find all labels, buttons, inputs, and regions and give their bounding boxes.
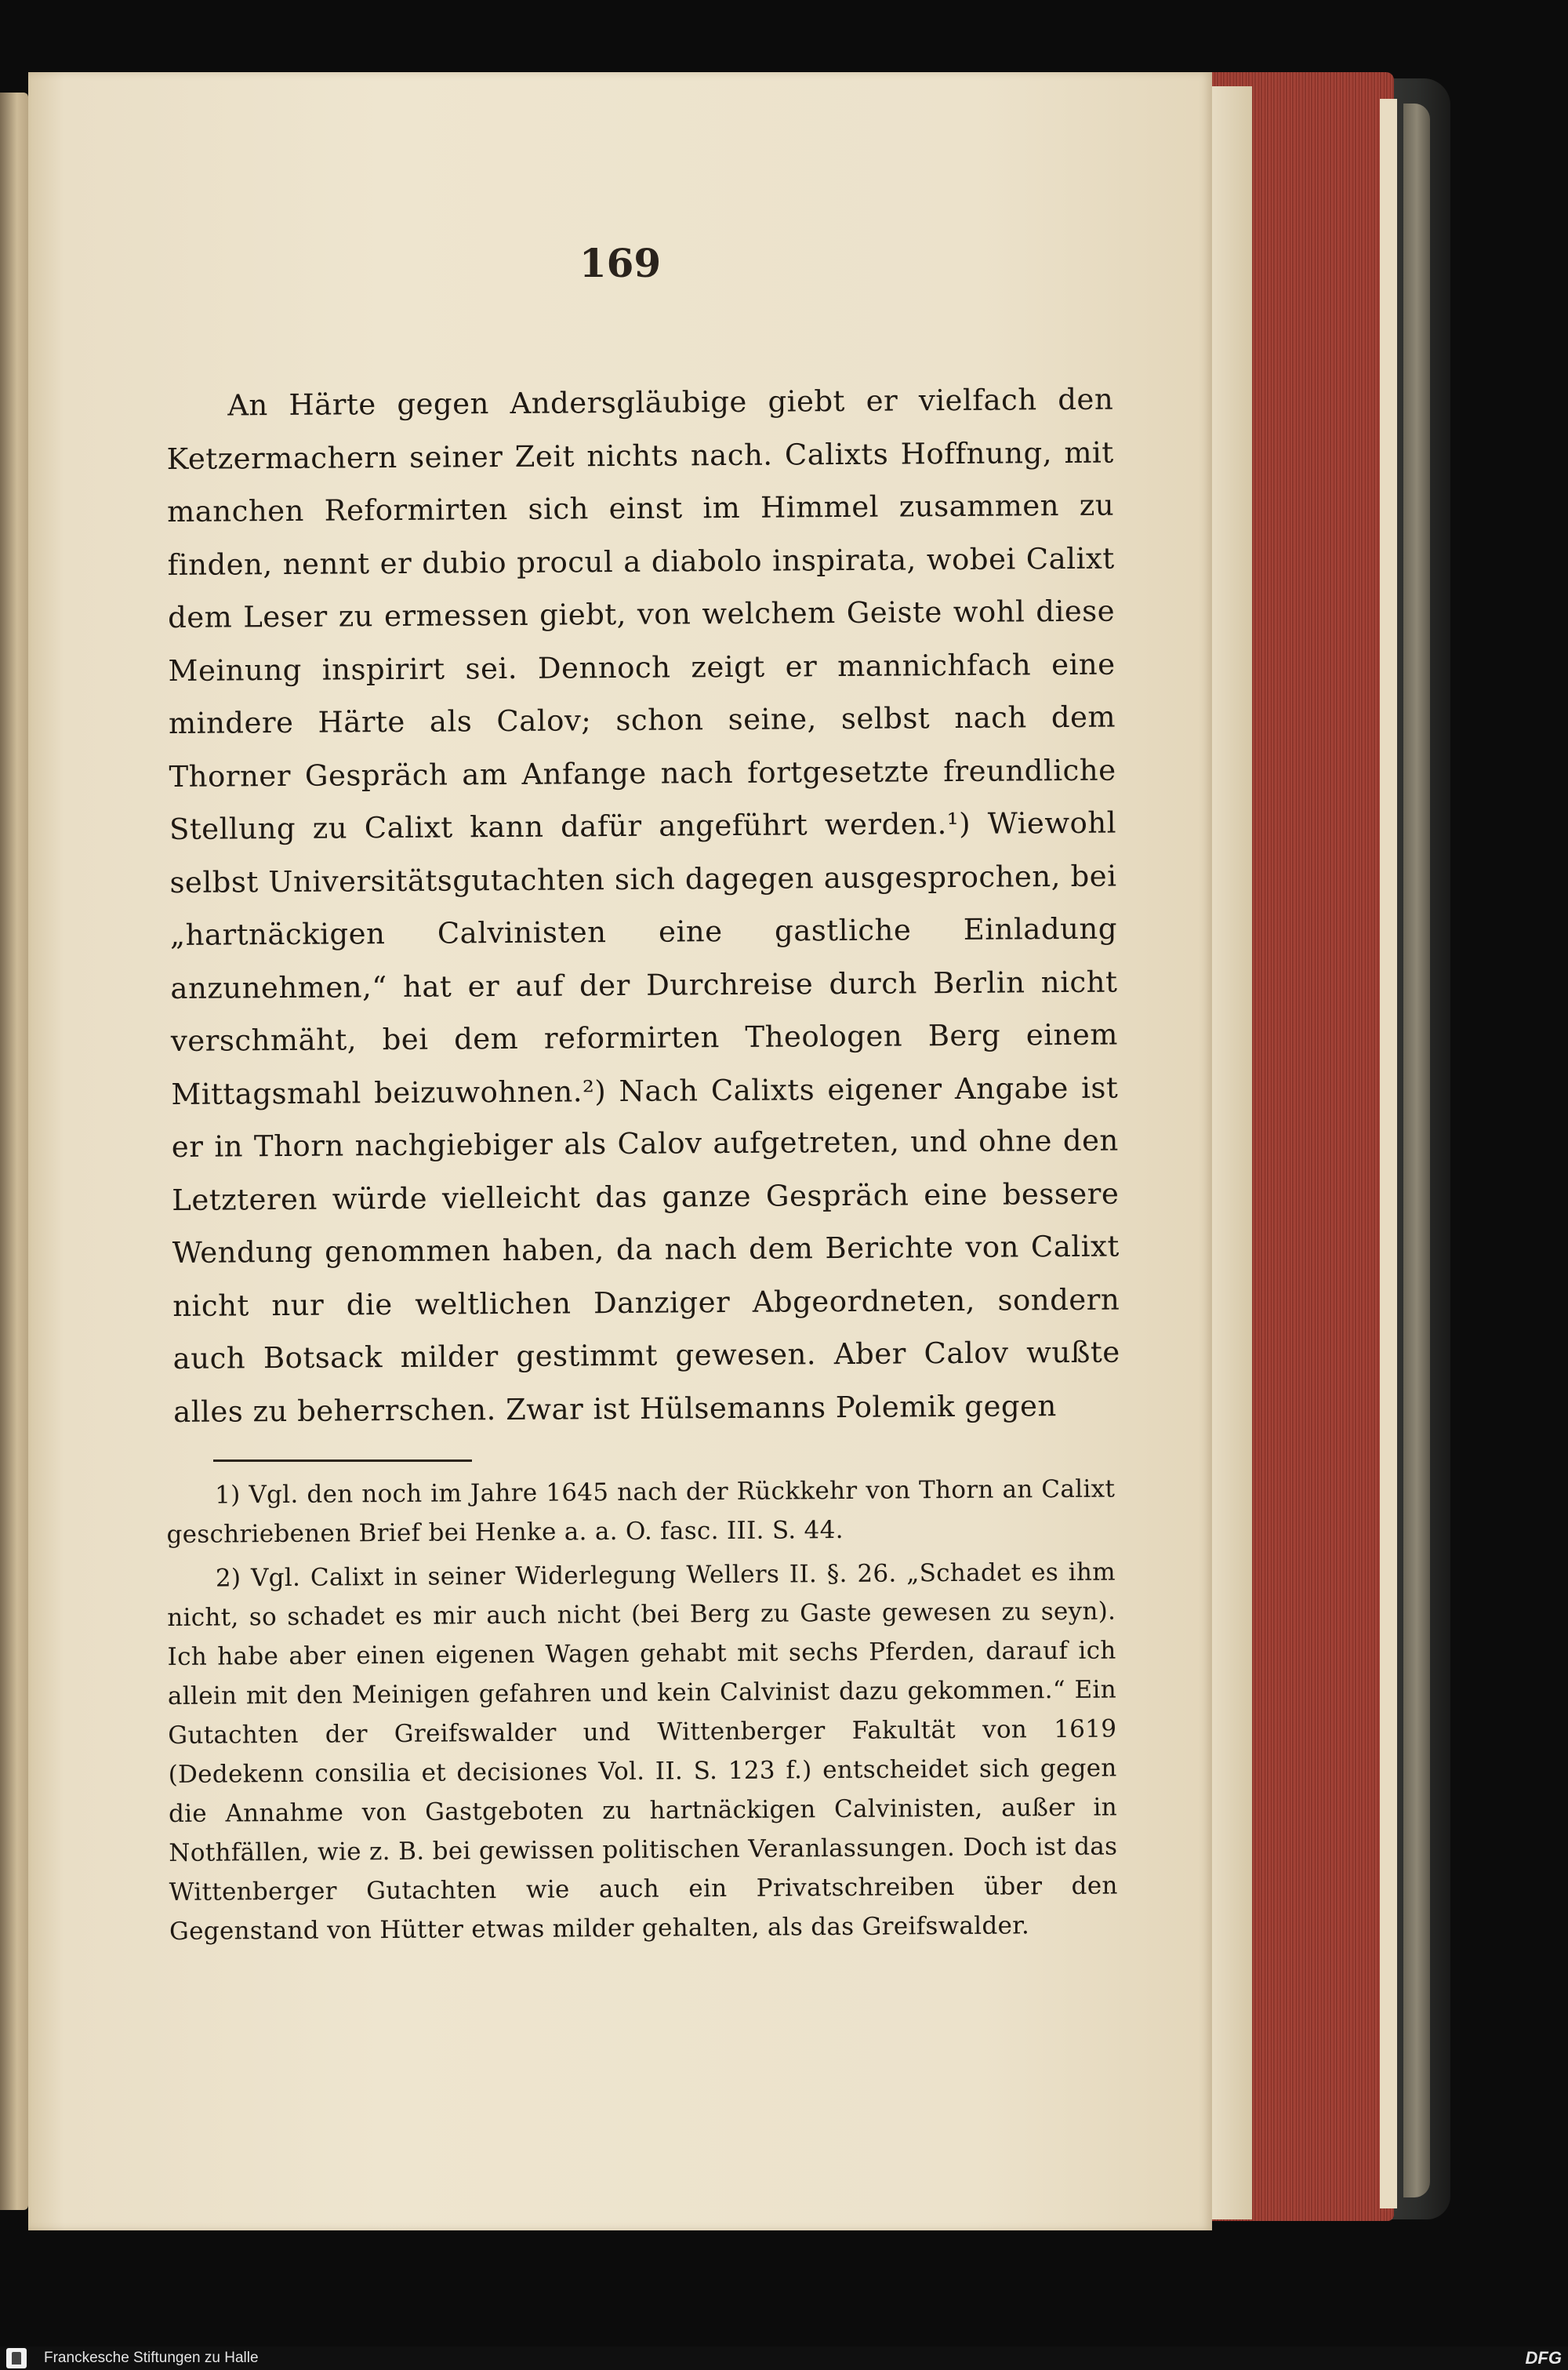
institution-name[interactable]: Franckesche Stiftungen zu Halle (44, 2350, 259, 2366)
cover-edge (1403, 104, 1430, 2197)
endpaper-edge (1380, 99, 1397, 2208)
institution-logo-icon (6, 2348, 27, 2368)
footnotes (166, 1470, 1118, 1956)
page-number: 169 (579, 240, 662, 286)
page-stack-edge (1211, 86, 1252, 2219)
previous-page-edge (0, 93, 28, 2210)
footnote-1: 1) Vgl. den noch im Jahre 1645 nach der Rückkehr von Thorn an Calixt geschriebenen Brief bei Henke a. a. O. fasc. III. S. 44. (166, 1474, 1116, 1549)
footnote-separator (213, 1459, 472, 1462)
body-text (166, 373, 1120, 1438)
footnote-2: 2) Vgl. Calixt in seiner Widerlegung Wellers II. §. 26. „Schadet es ihm nicht, so schadet es mir auch nicht (bei Berg zu Gaste gewesen zu seyn). Ich habe aber einen eigenen Wagen gehabt mit sechs Pferden, darauf ich allein mit den Meinigen gefahren und kein Calvinist dazu gekommen.“ Ein Gutachten der Greifswalder und Wittenberger Fakultät von 1619 (Dedekenn consilia et decisiones Vol. II. S. 123 f.) entscheidet sich gegen die Annahme von Gastgeboten zu hartnäckigen Calvinisten, außer in Nothfällen, wie z. B. bei gewissen politischen Veranlassungen. Doch ist das Wittenberger Gutachten wie auch ein Privatschreiben über den Gegenstand von Hütter etwas milder gehalten, als das Greifswalder. (167, 1558, 1118, 1946)
dfg-logo[interactable]: DFG (1525, 2348, 1562, 2368)
book-page (28, 72, 1212, 2230)
body-paragraph: An Härte gegen Andersgläubige giebt er vielfach den Ketzermachern seiner Zeit nichts nach. Calixts Hoffnung, mit manchen Reformirten sich einst im Himmel zusammen zu finden, nennt er dubio procul a diabolo inspirata, wobei Calixt dem Leser zu ermessen giebt, von welchem Geiste wohl diese Meinung inspirirt sei. Dennoch zeigt er mannichfach eine mindere Härte als Calov; schon seine, selbst nach dem Thorner Gespräch am Anfange nach fortgesetzte freundliche Stellung zu Calixt kann dafür angeführt werden.¹) Wiewohl selbst Universitätsgutachten sich dagegen ausgesprochen, bei „hartnäckigen Calvinisten eine gastliche Einladung anzunehmen,“ hat er auf der Durchreise durch Berlin nicht verschmäht, bei dem reformirten Theologen Berg einem Mittagsmahl beizuwohnen.²) Nach Calixts eigener Angabe ist er in Thorn nachgiebiger als Calov aufgetreten, und ohne den Letzteren würde vielleicht das ganze Gespräch eine bessere Wendung genommen haben, da nach dem Berichte von Calixt nicht nur die weltlichen Danziger Abgeordneten, sondern auch Botsack milder gestimmt gewesen. Aber Calov wußte alles zu beherrschen. Zwar ist Hülsemanns Polemik gegen (166, 382, 1120, 1429)
